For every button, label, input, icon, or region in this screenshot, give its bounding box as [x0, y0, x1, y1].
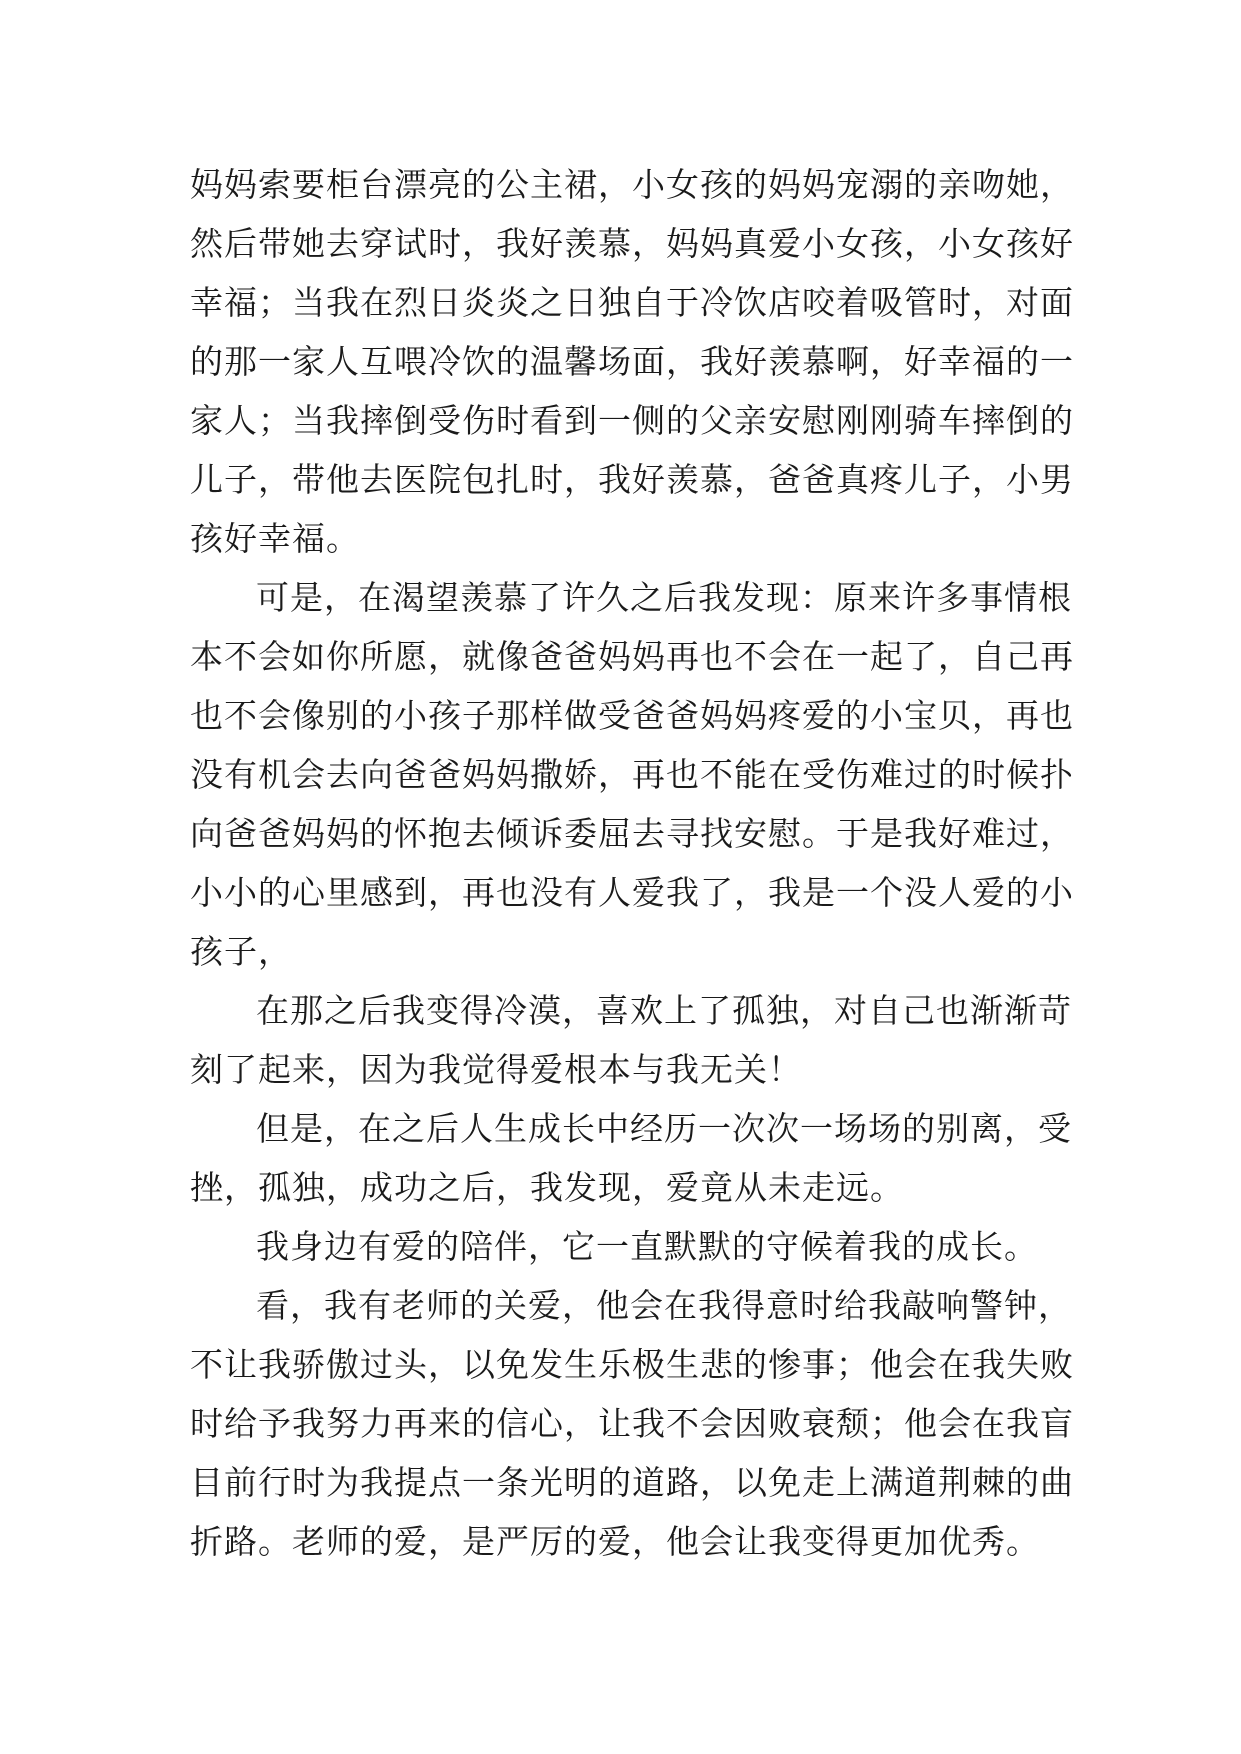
text-line: 目前行时为我提点一条光明的道路，以免走上满道荆棘的曲	[190, 1463, 1074, 1502]
text-line: 向爸爸妈妈的怀抱去倾诉委屈去寻找安慰。于是我好难过，	[190, 814, 1074, 853]
text-line: 儿子，带他去医院包扎时，我好羡慕，爸爸真疼儿子，小男	[190, 460, 1074, 499]
paragraph-start-line: 可是，在渴望羡慕了许久之后我发现：原来许多事情根	[256, 578, 1072, 617]
text-line: 折路。老师的爱，是严厉的爱，他会让我变得更加优秀。	[190, 1522, 1040, 1561]
text-line: 的那一家人互喂冷饮的温馨场面，我好羡慕啊，好幸福的一	[190, 342, 1074, 381]
text-line: 刻了起来，因为我觉得爱根本与我无关！	[190, 1050, 802, 1089]
text-line: 小小的心里感到，再也没有人爱我了，我是一个没人爱的小	[190, 873, 1074, 912]
text-line: 然后带她去穿试时，我好羡慕，妈妈真爱小女孩，小女孩好	[190, 224, 1074, 263]
text-line: 孩好幸福。	[190, 519, 360, 558]
paragraph-start-line: 我身边有爱的陪伴，它一直默默的守候着我的成长。	[256, 1227, 1038, 1266]
text-line: 家人；当我摔倒受伤时看到一侧的父亲安慰刚刚骑车摔倒的	[190, 401, 1074, 440]
text-line: 妈妈索要柜台漂亮的公主裙，小女孩的妈妈宠溺的亲吻她，	[190, 165, 1074, 204]
text-line: 没有机会去向爸爸妈妈撒娇，再也不能在受伤难过的时候扑	[190, 755, 1074, 794]
paragraph-start-line: 但是，在之后人生成长中经历一次次一场场的别离，受	[256, 1109, 1072, 1148]
text-line: 也不会像别的小孩子那样做受爸爸妈妈疼爱的小宝贝，再也	[190, 696, 1074, 735]
text-line: 时给予我努力再来的信心，让我不会因败衰颓；他会在我盲	[190, 1404, 1074, 1443]
text-line: 本不会如你所愿，就像爸爸妈妈再也不会在一起了，自己再	[190, 637, 1074, 676]
text-line: 挫，孤独，成功之后，我发现，爱竟从未走远。	[190, 1168, 904, 1207]
text-line: 孩子，	[190, 932, 292, 971]
body-text	[190, 155, 1074, 1571]
paragraph-start-line: 在那之后我变得冷漠，喜欢上了孤独，对自己也渐渐苛	[256, 991, 1072, 1030]
text-line: 不让我骄傲过头，以免发生乐极生悲的惨事；他会在我失败	[190, 1345, 1074, 1384]
paragraph-start-line: 看，我有老师的关爱，他会在我得意时给我敲响警钟，	[256, 1286, 1072, 1325]
text-line: 幸福；当我在烈日炎炎之日独自于冷饮店咬着吸管时，对面	[190, 283, 1074, 322]
